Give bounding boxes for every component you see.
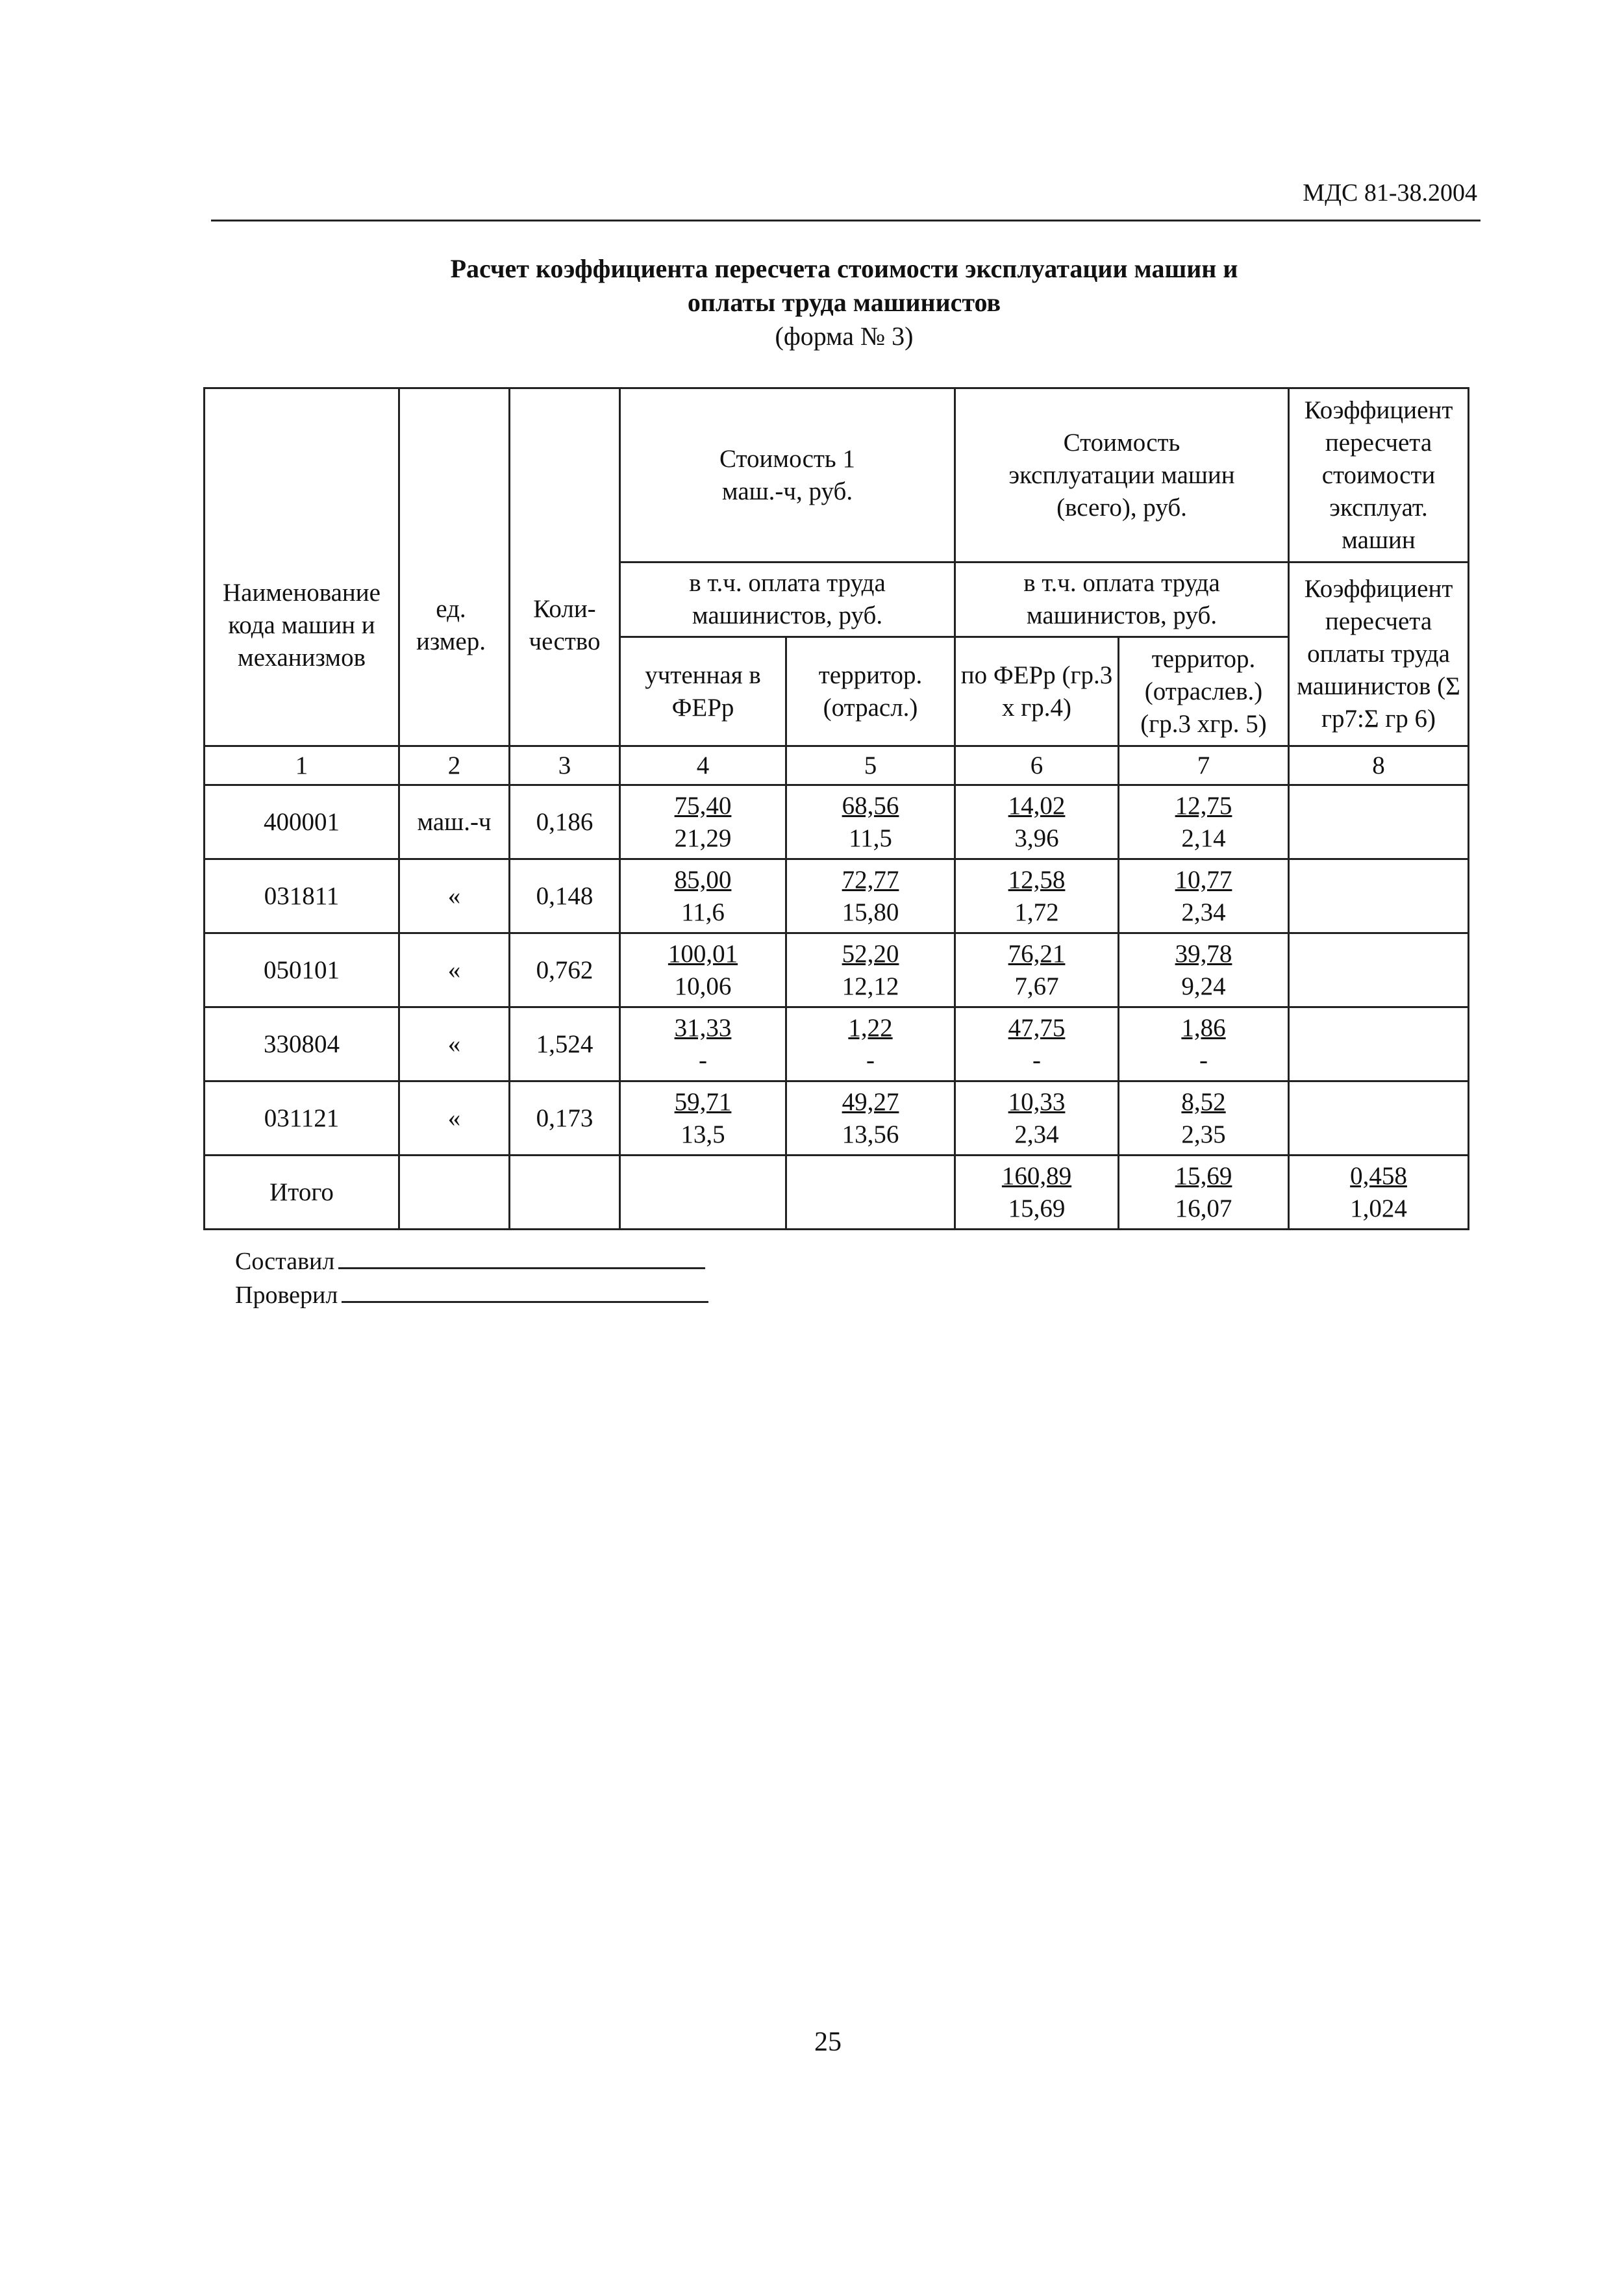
value-top: 31,33 [674,1013,732,1042]
value-top: 0,458 [1350,1161,1407,1190]
header-coef-exploit: Коэффициент пересчета стоимости эксплуат. машин [1289,388,1469,562]
header-unit: ед. измер. [399,388,510,746]
unit-cell: « [399,1081,510,1156]
machine-code-cell: 050101 [205,933,399,1007]
col-number: 3 [510,746,620,785]
unit-cell: маш.-ч [399,785,510,859]
header-col5: территор. (отрасл.) [786,637,955,746]
value-top: 49,27 [842,1087,899,1116]
col-number: 7 [1119,746,1289,785]
value-top: 160,89 [1001,1161,1072,1190]
total-territorial-cell [1119,1081,1289,1156]
col-number: 5 [786,746,955,785]
total-territorial-cell [1119,859,1289,933]
page-number: 25 [814,2027,842,2057]
value-top: 15,69 [1175,1161,1232,1190]
header-col6: по ФЕРр (гр.3 х гр.4) [955,637,1119,746]
value-top: 76,21 [1008,939,1066,968]
value-bottom: 11,5 [849,824,892,852]
signature-checked-label: Проверил [235,1282,338,1309]
value-top: 47,75 [1008,1013,1066,1042]
value-bottom: 12,12 [842,972,899,1000]
value-top: 1,86 [1181,1013,1226,1042]
total-fer-sum [955,1156,1119,1230]
cost-territorial-cell [786,785,955,859]
title-line-2: оплаты труда машинистов [687,288,1001,317]
unit-cell: « [399,859,510,933]
value-bottom: - [1032,1046,1042,1074]
value-bottom: 7,67 [1014,972,1059,1000]
header-labor-total: в т.ч. оплата труда машинистов, руб. [955,562,1289,637]
value-bottom: 2,34 [1181,898,1226,926]
col-number: 2 [399,746,510,785]
coefficient-cell [1289,1007,1469,1081]
quantity-cell: 1,524 [510,1007,620,1081]
signature-line [342,1296,708,1303]
empty-cell [620,1156,786,1230]
total-territorial-sum [1119,1156,1289,1230]
value-top: 85,00 [674,865,732,894]
total-coefficients [1289,1156,1469,1230]
header-cost-per-hour: Стоимость 1 маш.-ч, руб. [620,388,955,562]
unit-cell: « [399,1007,510,1081]
value-top: 1,22 [848,1013,893,1042]
header-name: Наименование кода машин и механизмов [205,388,399,746]
cost-territorial-cell [786,1007,955,1081]
cost-territorial-cell [786,1081,955,1156]
value-bottom: 11,6 [681,898,725,926]
header-coef-labor: Коэффициент пересчета оплаты труда машинистов (Σ гр7:Σ гр 6) [1289,562,1469,746]
value-bottom: 15,80 [842,898,899,926]
value-bottom: 16,07 [1175,1194,1232,1222]
coefficient-cell [1289,933,1469,1007]
value-top: 72,77 [842,865,899,894]
value-bottom: 2,34 [1014,1120,1059,1148]
coefficient-cell [1289,785,1469,859]
total-fer-cell [955,859,1119,933]
calculation-table [203,387,1469,1230]
coefficient-cell [1289,859,1469,933]
unit-cell: « [399,933,510,1007]
cost-territorial-cell [786,933,955,1007]
cost-territorial-cell [786,859,955,933]
value-bottom: 1,024 [1350,1194,1407,1222]
table-row [205,1081,1469,1156]
value-top: 10,77 [1175,865,1232,894]
machine-code-cell: 330804 [205,1007,399,1081]
machine-code-cell: 031811 [205,859,399,933]
value-bottom: 10,06 [674,972,732,1000]
table-row [205,785,1469,859]
quantity-cell: 0,148 [510,859,620,933]
value-top: 52,20 [842,939,899,968]
total-territorial-cell [1119,785,1289,859]
total-territorial-cell [1119,1007,1289,1081]
quantity-cell: 0,762 [510,933,620,1007]
value-top: 14,02 [1008,791,1066,820]
cost-fer-cell [620,785,786,859]
cost-fer-cell [620,1081,786,1156]
value-bottom: 13,56 [842,1120,899,1148]
value-bottom: 13,5 [681,1120,725,1148]
column-number-row [205,746,1469,785]
header-col4: учтенная в ФЕРр [620,637,786,746]
total-territorial-cell [1119,933,1289,1007]
value-bottom: 9,24 [1181,972,1226,1000]
empty-cell [786,1156,955,1230]
cost-fer-cell [620,1007,786,1081]
value-bottom: 3,96 [1014,824,1059,852]
value-top: 12,58 [1008,865,1066,894]
signature-compiled-label: Составил [235,1248,335,1275]
header-col7: территор. (отраслев.) (гр.3 хгр. 5) [1119,637,1289,746]
quantity-cell: 0,173 [510,1081,620,1156]
title-form-number: (форма № 3) [775,322,914,351]
value-bottom: - [1199,1046,1208,1074]
coefficient-cell [1289,1081,1469,1156]
total-fer-cell [955,933,1119,1007]
value-top: 100,01 [668,939,738,968]
col-number: 8 [1289,746,1469,785]
header-cost-total: Стоимость эксплуатации машин (всего), руб. [955,388,1289,562]
signature-line [338,1262,705,1269]
value-top: 8,52 [1181,1087,1226,1116]
value-top: 75,40 [674,791,732,820]
cost-fer-cell [620,933,786,1007]
title-line-1: Расчет коэффициента пересчета стоимости эксплуатации машин и [450,254,1238,283]
value-bottom: 15,69 [1008,1194,1066,1222]
document-code: МДС 81-38.2004 [1303,179,1477,207]
col-number: 1 [205,746,399,785]
value-bottom: 1,72 [1014,898,1059,926]
total-fer-cell [955,1081,1119,1156]
machine-code-cell: 031121 [205,1081,399,1156]
value-top: 68,56 [842,791,899,820]
signature-checked [235,1281,708,1309]
signature-compiled [235,1247,705,1276]
value-top: 39,78 [1175,939,1232,968]
empty-cell [399,1156,510,1230]
table-row [205,859,1469,933]
col-number: 6 [955,746,1119,785]
value-bottom: 2,14 [1181,824,1226,852]
value-bottom: - [699,1046,707,1074]
cost-fer-cell [620,859,786,933]
table-row [205,933,1469,1007]
document-title [195,252,1493,353]
total-label: Итого [205,1156,399,1230]
empty-cell [510,1156,620,1230]
value-bottom: - [866,1046,875,1074]
value-top: 59,71 [674,1087,732,1116]
total-fer-cell [955,1007,1119,1081]
header-labor-per-hour: в т.ч. оплата труда машинистов, руб. [620,562,955,637]
col-number: 4 [620,746,786,785]
value-top: 12,75 [1175,791,1232,820]
value-bottom: 2,35 [1181,1120,1226,1148]
value-bottom: 21,29 [674,824,732,852]
header-rule [211,220,1480,221]
total-row [205,1156,1469,1230]
machine-code-cell: 400001 [205,785,399,859]
header-quantity: Коли-чество [510,388,620,746]
total-fer-cell [955,785,1119,859]
quantity-cell: 0,186 [510,785,620,859]
table-row [205,1007,1469,1081]
value-top: 10,33 [1008,1087,1066,1116]
